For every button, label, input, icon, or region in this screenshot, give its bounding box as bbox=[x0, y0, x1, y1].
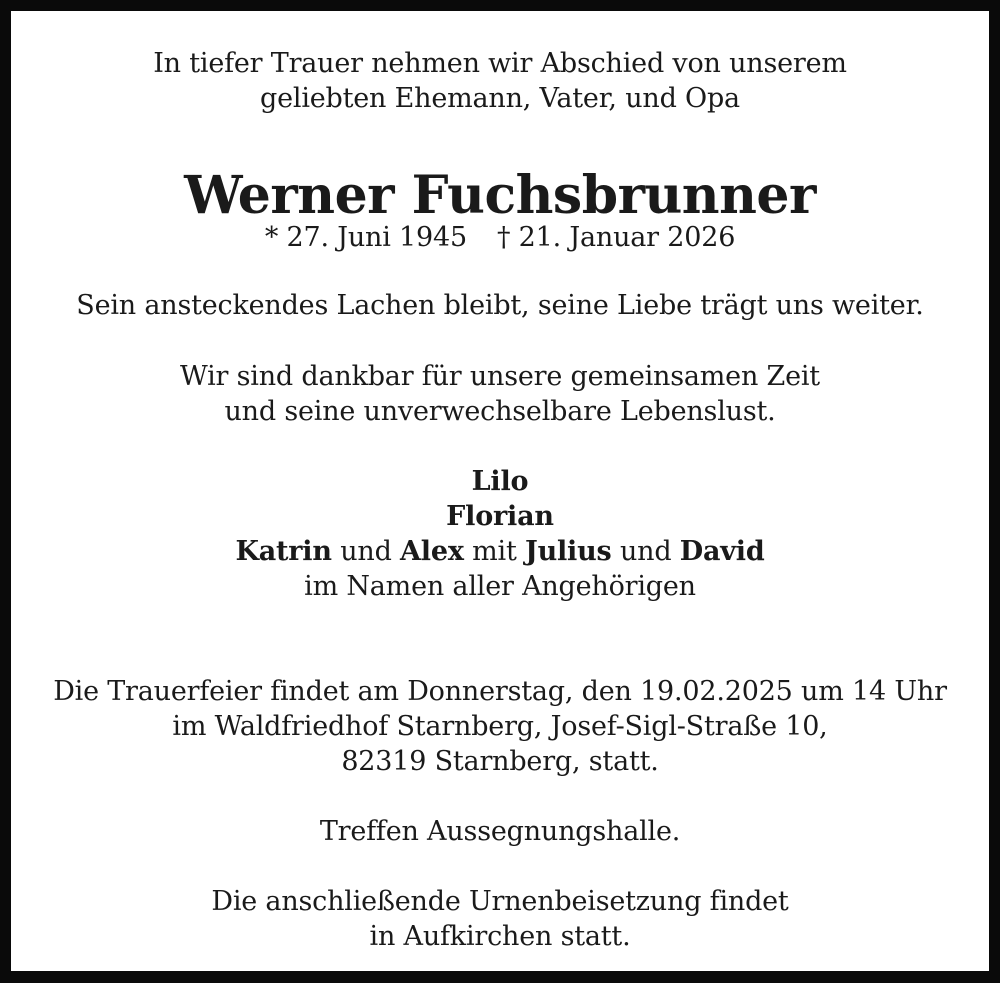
mourner-name: Julius bbox=[525, 536, 612, 567]
gratitude-line-1: Wir sind dankbar für unsere gemeinsamen Zeit bbox=[180, 361, 820, 392]
ceremony-line-1: Die Trauerfeier findet am Donnerstag, den 19.02.2025 um 14 Uhr bbox=[53, 676, 947, 707]
burial-line-1: Die anschließende Urnenbeisetzung findet bbox=[211, 886, 789, 917]
relatives-line: im Namen aller Angehörigen bbox=[304, 571, 696, 602]
mourner-florian bbox=[22, 500, 978, 534]
mourner-lilo bbox=[22, 465, 978, 499]
burial-line-2: in Aufkirchen statt. bbox=[369, 921, 631, 952]
obituary-notice bbox=[22, 22, 978, 959]
mourner-name: Florian bbox=[446, 501, 554, 532]
intro-line-1: In tiefer Trauer nehmen wir Abschied von unserem bbox=[153, 48, 847, 79]
mourner-name: Katrin bbox=[235, 536, 332, 567]
mourner-name: Lilo bbox=[471, 466, 529, 497]
death-date: † 21. Januar 2026 bbox=[496, 222, 736, 253]
ceremony-line-3: 82319 Starnberg, statt. bbox=[341, 746, 659, 777]
deceased-name: Werner Fuchsbrunner bbox=[184, 165, 816, 226]
life-dates bbox=[22, 221, 978, 255]
connector-text: und bbox=[331, 536, 401, 567]
quote-line: Sein ansteckendes Lachen bleibt, seine Liebe trägt uns weiter. bbox=[76, 290, 924, 321]
birth-date: * 27. Juni 1945 bbox=[264, 222, 467, 253]
gratitude-line-2: und seine unverwechselbare Lebenslust. bbox=[224, 396, 776, 427]
mourner-name: Alex bbox=[400, 536, 464, 567]
mourner-family-line bbox=[22, 535, 978, 569]
mourner-name: David bbox=[679, 536, 765, 567]
ceremony-line-2: im Waldfriedhof Starnberg, Josef-Sigl-Straße 10, bbox=[172, 711, 828, 742]
intro-line-2: geliebten Ehemann, Vater, und Opa bbox=[260, 83, 740, 114]
connector-text: und bbox=[611, 536, 680, 567]
connector-text: mit bbox=[463, 536, 525, 567]
meeting-line: Treffen Aussegnungshalle. bbox=[319, 816, 681, 847]
